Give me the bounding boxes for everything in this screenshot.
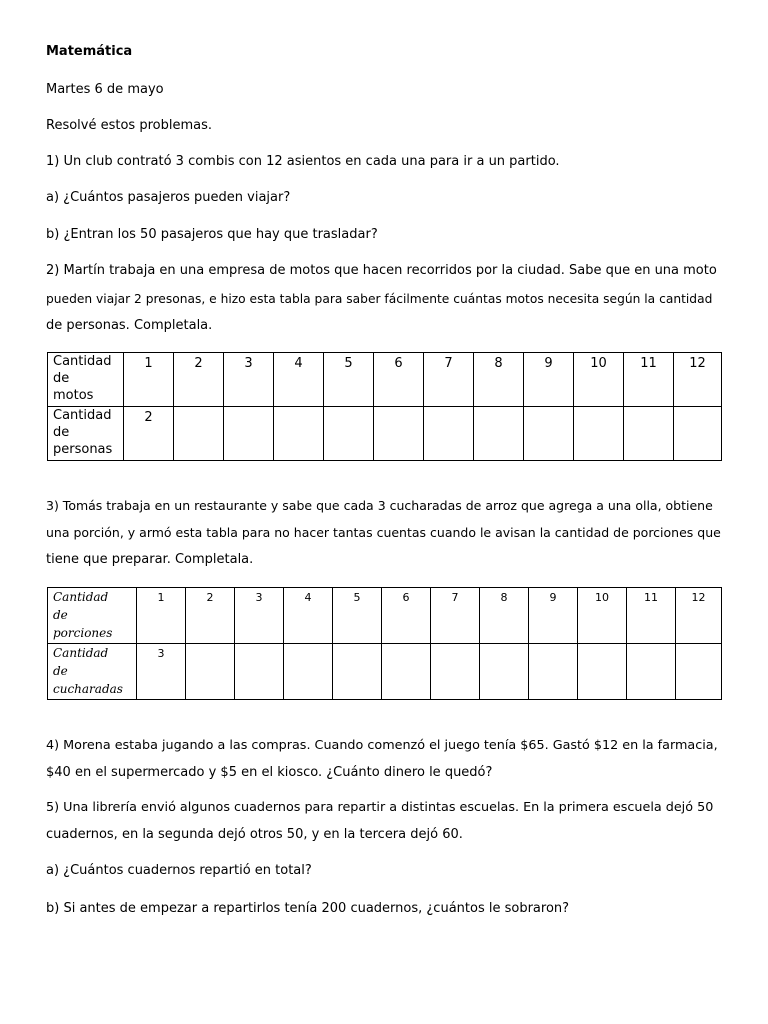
problem-3-line-3: tiene que preparar. Completala. <box>46 552 254 567</box>
table-cell: 11 <box>627 588 676 644</box>
problem-1a-text: a) ¿Cuántos pasajeros pueden viajar? <box>46 190 291 205</box>
table-cell: 7 <box>431 588 480 644</box>
answer-cell[interactable] <box>574 407 624 461</box>
answer-cell[interactable] <box>186 644 235 700</box>
problem-3-line-2: una porción, y armó esta tabla para no hacer tantas cuentas cuando le avisan la cantidad de porciones que <box>46 525 721 540</box>
problem-2-line-1: 2) Martín trabaja en una empresa de motos que hacen recorridos por la ciudad. Sabe que en una moto <box>46 263 717 278</box>
answer-cell[interactable] <box>174 407 224 461</box>
answer-cell[interactable] <box>374 407 424 461</box>
table-cell: 3 <box>235 588 284 644</box>
table-cell: 2 <box>174 353 224 407</box>
answer-cell[interactable] <box>324 407 374 461</box>
table-row <box>48 353 722 407</box>
answer-cell[interactable] <box>676 644 722 700</box>
table-cell: 11 <box>624 353 674 407</box>
problem-5-line-2: cuadernos, en la segunda dejó otros 50, y en la tercera dejó 60. <box>46 827 463 842</box>
table-cell: 6 <box>374 353 424 407</box>
row-header-cucharadas: Cantidad de cucharadas <box>48 644 137 700</box>
table-cell: 4 <box>284 588 333 644</box>
table-cell: 7 <box>424 353 474 407</box>
answer-cell[interactable] <box>674 407 722 461</box>
table-cell: 10 <box>574 353 624 407</box>
problem-5-line-1: 5) Una librería envió algunos cuadernos para repartir a distintas escuelas. En la primera escuela dejó 50 <box>46 800 714 815</box>
table-cell: 6 <box>382 588 431 644</box>
problem-5b-text: b) Si antes de empezar a repartirlos tenía 200 cuadernos, ¿cuántos le sobraron? <box>46 901 570 916</box>
problem-3-line-1: 3) Tomás trabaja en un restaurante y sabe que cada 3 cucharadas de arroz que agrega a una olla, obtiene <box>46 498 713 513</box>
answer-cell[interactable] <box>284 644 333 700</box>
date-line: Martes 6 de mayo <box>46 82 164 97</box>
table-cell: 9 <box>529 588 578 644</box>
table-cell: 5 <box>324 353 374 407</box>
table-cell: 2 <box>186 588 235 644</box>
instruction-line: Resolvé estos problemas. <box>46 118 212 133</box>
table-row <box>48 407 722 461</box>
table-row <box>48 588 722 644</box>
table-cell: 3 <box>224 353 274 407</box>
answer-cell[interactable] <box>627 644 676 700</box>
problem-5a-text: a) ¿Cuántos cuadernos repartió en total? <box>46 863 312 878</box>
motos-table <box>47 352 722 461</box>
row-header-personas: Cantidad de personas <box>48 407 124 461</box>
answer-cell[interactable] <box>274 407 324 461</box>
table-cell: 2 <box>124 407 174 461</box>
table-cell: 12 <box>676 588 722 644</box>
answer-cell[interactable] <box>480 644 529 700</box>
table-cell: 3 <box>137 644 186 700</box>
answer-cell[interactable] <box>431 644 480 700</box>
table-cell: 1 <box>124 353 174 407</box>
answer-cell[interactable] <box>624 407 674 461</box>
answer-cell[interactable] <box>424 407 474 461</box>
table-cell: 4 <box>274 353 324 407</box>
answer-cell[interactable] <box>235 644 284 700</box>
answer-cell[interactable] <box>382 644 431 700</box>
table-cell: 1 <box>137 588 186 644</box>
table-row <box>48 644 722 700</box>
subject-title: Matemática <box>46 44 133 59</box>
table-cell: 5 <box>333 588 382 644</box>
answer-cell[interactable] <box>333 644 382 700</box>
porciones-table <box>47 587 722 700</box>
answer-cell[interactable] <box>224 407 274 461</box>
table-cell: 10 <box>578 588 627 644</box>
table-cell: 12 <box>674 353 722 407</box>
problem-2-line-3: de personas. Completala. <box>46 318 213 333</box>
table-cell: 8 <box>480 588 529 644</box>
row-header-motos: Cantidad de motos <box>48 353 124 407</box>
problem-4-line-1: 4) Morena estaba jugando a las compras. Cuando comenzó el juego tenía $65. Gastó $12 en la farmacia, <box>46 738 718 753</box>
table-cell: 8 <box>474 353 524 407</box>
problem-2-line-2: pueden viajar 2 presonas, e hizo esta tabla para saber fácilmente cuántas motos necesita según la cantidad <box>46 292 713 306</box>
answer-cell[interactable] <box>474 407 524 461</box>
problem-1b-text: b) ¿Entran los 50 pasajeros que hay que trasladar? <box>46 227 378 242</box>
answer-cell[interactable] <box>529 644 578 700</box>
problem-4-line-2: $40 en el supermercado y $5 en el kiosco. ¿Cuánto dinero le quedó? <box>46 765 493 780</box>
row-header-porciones: Cantidad de porciones <box>48 588 137 644</box>
problem-1-text: 1) Un club contrató 3 combis con 12 asientos en cada una para ir a un partido. <box>46 154 560 169</box>
answer-cell[interactable] <box>578 644 627 700</box>
table-cell: 9 <box>524 353 574 407</box>
answer-cell[interactable] <box>524 407 574 461</box>
